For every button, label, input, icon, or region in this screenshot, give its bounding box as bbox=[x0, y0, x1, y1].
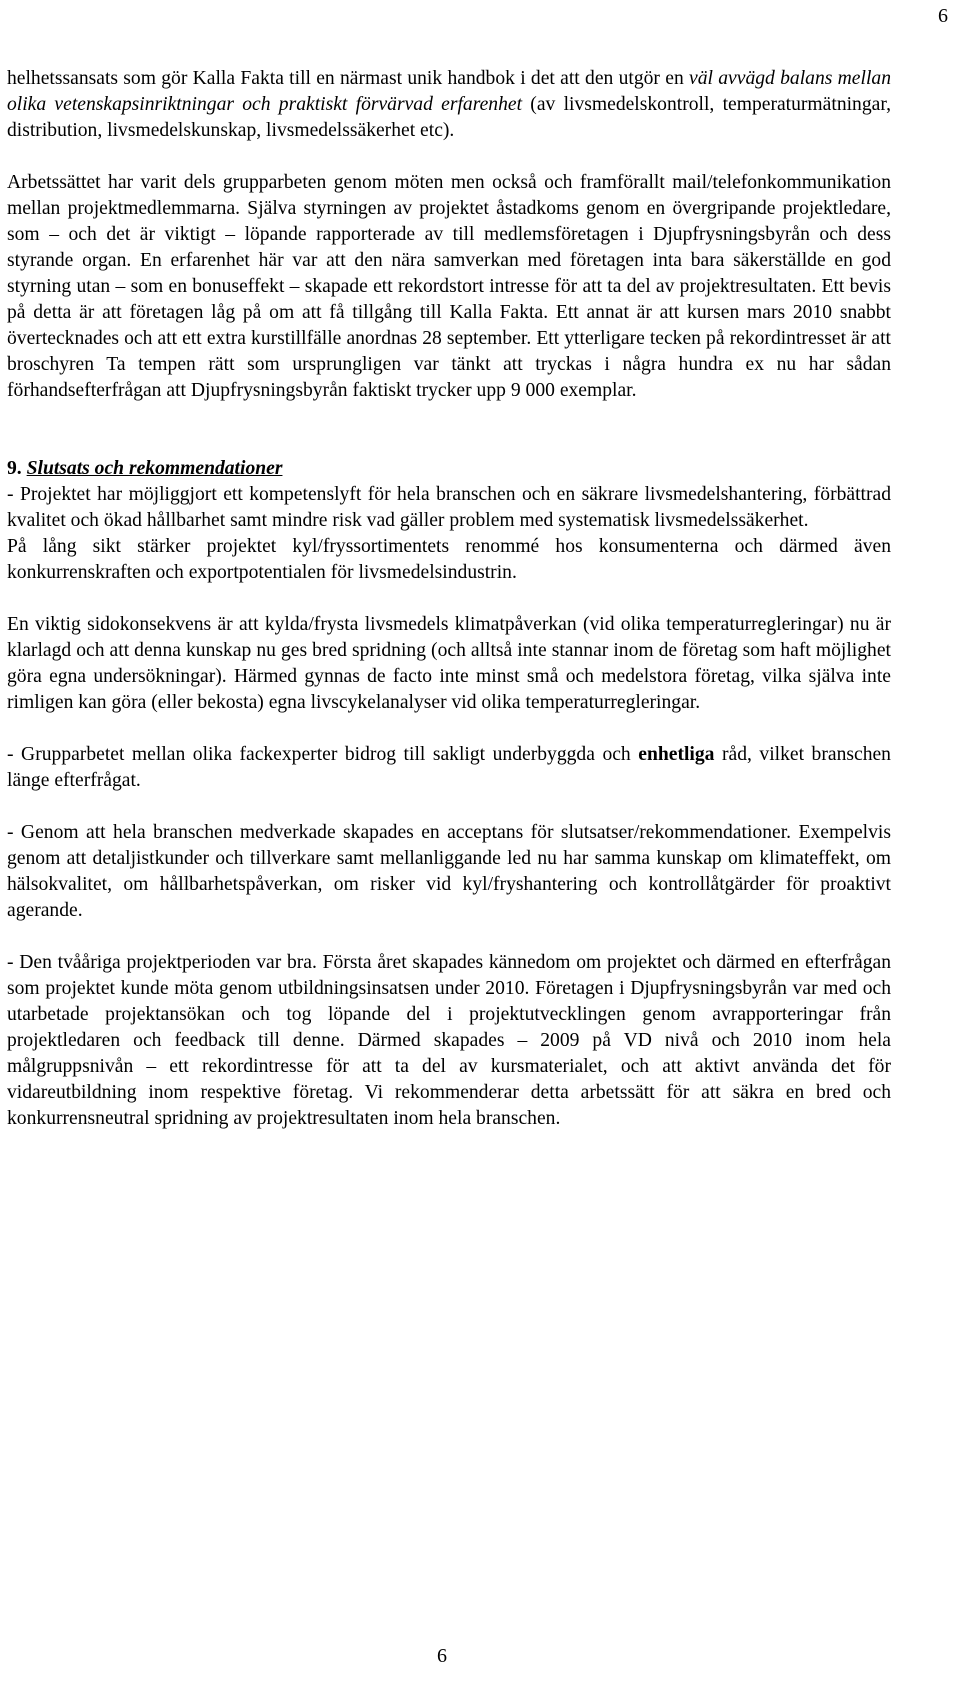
paragraph-intro-continuation bbox=[7, 66, 891, 144]
paragraph-side-consequence: En viktig sidokonsekvens är att kylda/frysta livsmedels klimatpåverkan (vid olika temperaturregleringar) nu är klarlagd och att denna kunskap nu ges bred spridning (och alltså inte stannar inom de företag som haft möjlighet göra egna undersökningar). Härmed gynnas de facto inte minst små och medelstora företag, vilka själva inte rimligen kan göra (eller bekosta) egna livscykelanalyser vid olika temperaturregleringar. bbox=[7, 614, 891, 713]
paragraph-text: råd, vilket branschen länge efterfrågat. bbox=[7, 744, 891, 791]
section-heading bbox=[7, 456, 891, 482]
paragraph-text: - Grupparbetet mellan olika fackexperter bidrog till sakligt underbyggda och bbox=[7, 744, 639, 765]
paragraph-competence-lift: - Projektet har möjliggjort ett kompetenslyft för hela branschen och en säkrare livsmedelshantering, förbättrad kvalitet och ökad hållbarhet samt mindre risk vad gäller problem med systematisk livsmedelssäkerhet. bbox=[7, 484, 891, 531]
section-number: 9. bbox=[7, 458, 22, 479]
section-title: Slutsats och rekommendationer bbox=[26, 458, 283, 479]
italic-emphasis: väl avvägd balans mellan olika vetenskapsinriktningar och praktiskt förvärvad erfarenhet bbox=[7, 68, 891, 115]
paragraph-text: (av livsmedelskontroll, temperaturmätningar, distribution, livsmedelskunskap, livsmedelssäkerhet etc). bbox=[7, 94, 891, 141]
page-number-bottom: 6 bbox=[437, 1645, 447, 1667]
bold-emphasis: enhetliga bbox=[638, 744, 715, 765]
paragraph-working-method: Arbetssättet har varit dels grupparbeten genom möten men också och framförallt mail/telefonkommunikation mellan projektmedlemmarna. Själva styrningen av projektet åstadkoms genom en övergripande projektledare, som – och det är viktigt – löpande rapporterade av till medlemsföretagen i Djupfrysningsbyrån och dess styrande organ. En erfarenhet här var att den nära samverkan med företagen inta bara säkerställde en god styrning utan – som en bonuseffekt – skapade ett rekordstort intresse för att ta del av projektresultaten. Ett bevis på detta är att företagen låg på om att få tillgång till Kalla Fakta. Ett annat är att kursen mars 2010 snabbt övertecknades och att ett extra kurstillfälle anordnas 28 september. Ett ytterligare tecken på rekordintresset är att broschyren Ta tempen rätt som ursprungligen var tänkt att tryckas i några hundra ex nu har sådan förhandsefterfrågan att Djupfrysningsbyrån faktiskt trycker upp 9 000 exemplar. bbox=[7, 172, 891, 401]
document-body bbox=[7, 66, 891, 1132]
paragraph-text: helhetssansats som gör Kalla Fakta till en närmast unik handbok i det att den utgör en bbox=[7, 68, 690, 89]
paragraph-project-period: - Den tvååriga projektperioden var bra. Första året skapades kännedom om projektet och därmed en efterfrågan som projektet kunde möta genom utbildningsinsatsen under 2010. Företagen i Djupfrysningsbyrån var med och utarbetade projektansökan och tog löpande del i projektutvecklingen genom avrapporteringar från projektledaren och feedback till denne. Därmed skapades – 2009 på VD nivå och 2010 inom hela målgruppsnivån – ett rekordintresse för att ta del av kursmaterialet, och att aktivt använda det för vidareutbildning inom respektive företag. Vi rekommenderar detta arbetssätt för att säkra en bred och konkurrensneutral spridning av projektresultaten inom hela branschen. bbox=[7, 952, 891, 1129]
paragraph-acceptance: - Genom att hela branschen medverkade skapades en acceptans för slutsatser/rekommendationer. Exempelvis genom att detaljistkunder och tillverkare samt mellanliggande led nu har samma kunskap om klimateffekt, om hälsokvalitet, om hållbarhetspåverkan, om risker vid kyl/fryshantering och kontrollåtgärder för proaktivt agerande. bbox=[7, 822, 891, 921]
paragraph-long-term: På lång sikt stärker projektet kyl/fryssortimentets renommé hos konsumenterna och därmed även konkurrenskraften och exportpotentialen för livsmedelsindustrin. bbox=[7, 536, 891, 583]
page-number-top: 6 bbox=[938, 5, 948, 27]
paragraph-group-work bbox=[7, 742, 891, 794]
